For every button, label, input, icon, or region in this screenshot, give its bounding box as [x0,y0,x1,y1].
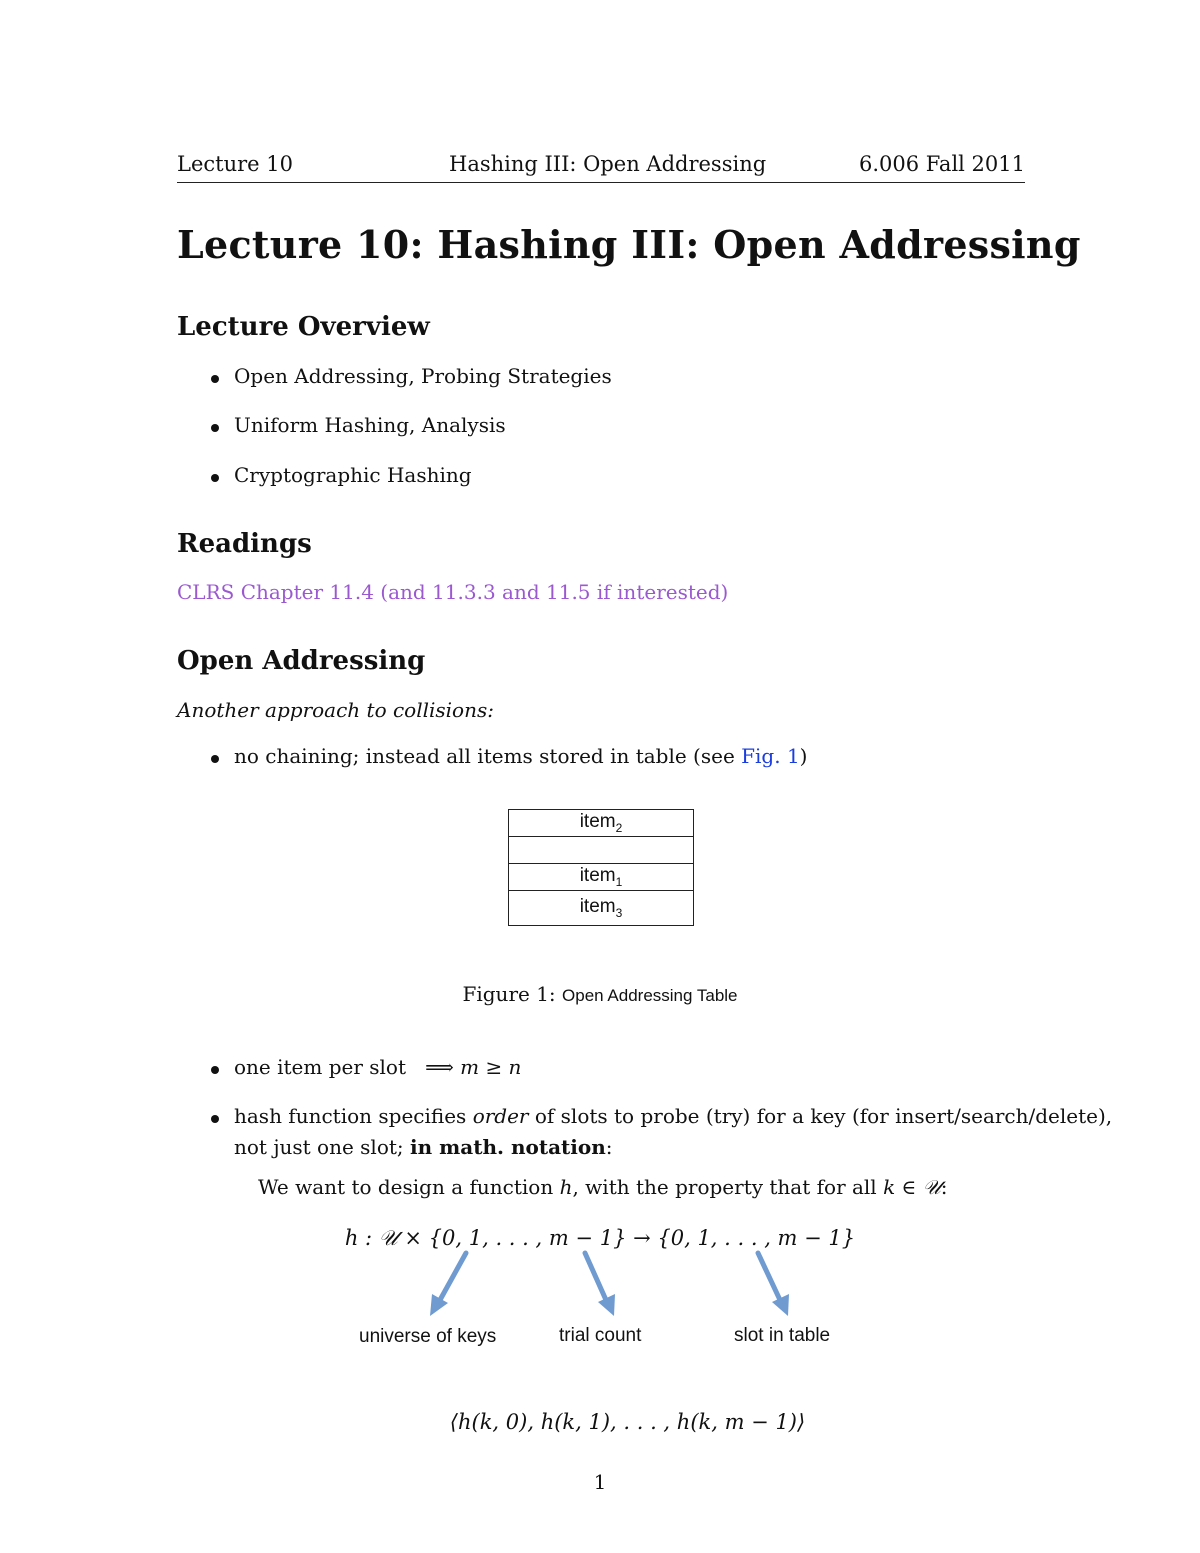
open-addressing-intro: Another approach to collisions: [177,698,494,722]
property-statement: We want to design a function h, with the property that for all k ∈ 𝒰: [258,1175,948,1199]
no-chaining-close: ) [799,744,808,768]
table-slot: item$_3$ [509,891,694,926]
overview-heading: Lecture Overview [177,312,430,342]
readings-link[interactable]: CLRS Chapter 11.4 (and 11.3.3 and 11.5 if interested) [177,580,729,604]
table-slot: item$_2$ [509,810,694,837]
figure-1-link[interactable]: Fig. 1 [741,744,800,768]
overview-item: Uniform Hashing, Analysis [234,413,506,437]
header-topic: Hashing III: Open Addressing [449,152,767,176]
readings-heading: Readings [177,529,312,559]
arrow-universe-icon [430,1253,466,1316]
math-notation-bold: in math. notation [410,1135,606,1159]
hash-order-line1: hash function specifies order of slots to probe (try) for a key (for insert/search/delete), [234,1104,1113,1128]
arrow-trial-count-icon [585,1253,615,1316]
hash-order-line2: not just one slot; in math. notation: [234,1135,613,1159]
annotation-trial-count: trial count [559,1325,642,1346]
overview-item: Cryptographic Hashing [234,463,472,487]
caption-label: Figure 1: [462,982,556,1006]
open-addressing-heading: Open Addressing [177,646,426,676]
no-chaining-text: no chaining; instead all items stored in table (see [234,744,742,768]
order-emphasis: order [472,1104,529,1128]
one-item-text: one item per slot [234,1055,407,1079]
hash-function-formula: h : 𝒰 × {0, 1, . . . , m − 1} → {0, 1, . . . , m − 1} [344,1226,856,1250]
annotation-universe-of-keys: universe of keys [359,1326,497,1347]
probe-sequence-formula: ⟨h(k, 0), h(k, 1), . . . , h(k, m − 1)⟩ [449,1410,806,1434]
header-lecture-number: Lecture 10 [177,152,293,176]
header-course: 6.006 Fall 2011 [858,152,1025,176]
annotation-slot-in-table: slot in table [734,1325,831,1346]
one-item-math: ⟹ m ≥ n [425,1055,522,1079]
page-title: Lecture 10: Hashing III: Open Addressing [177,222,1081,267]
caption-text: Open Addressing Table [562,986,738,1005]
overview-item: Open Addressing, Probing Strategies [234,364,612,388]
arrow-slot-icon [758,1253,789,1316]
page-number: 1 [593,1470,607,1494]
table-slot: item$_1$ [509,864,694,891]
